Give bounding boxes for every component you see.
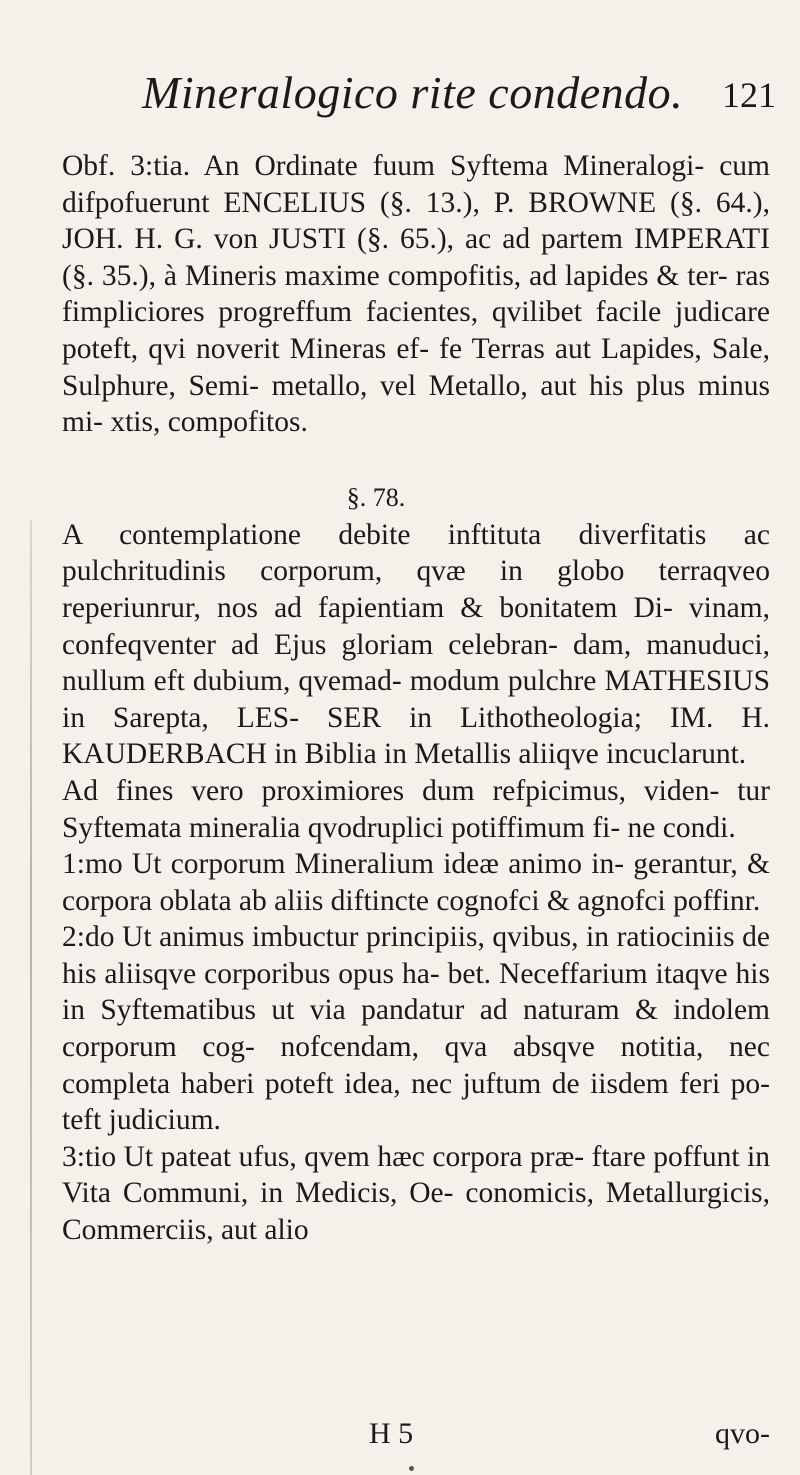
signature-mark: H 5 [369,1417,414,1450]
page-number: 121 [722,75,776,115]
paragraph-observation: Obf. 3:tia. An Ordinate fuum Syftema Mineralogi- cum difpofuerunt ENCELIUS (§. 13.), P. BROWNE (§. 64.), JOH. H. G. von JUSTI (§. 65.), ac ad partem IMPERATI (§. 35.), à Mineris maxime compofitis, ad lapides & ter- ras fimpliciores progreffum facientes, qvilibet facile judicare poteft, qvi noverit Mineras ef- fe Terras aut Lapides, Sale, Sulphure, Semi- metallo, vel Metallo, aut his plus minus mi- xtis, compofitos. [62,150,770,439]
paragraph-tertio: 3:tio Ut pateat ufus, qvem hæc corpora præ- ftare poffunt in Vita Communi, in Medicis, Oe- conomicis, Metallurgicis, Commerciis, aut alio [62,1140,770,1247]
catchword: qvo- [715,1417,770,1450]
section-heading: §. 78. [346,482,406,512]
page-gutter-shadow [30,520,32,1475]
ink-speck [409,1466,414,1471]
page-footer [62,1417,770,1457]
paragraph-primo: 1:mo Ut corporum Mineralium ideæ animo in- gerantur, & corpora oblata ab aliis diftincte cognofci & agnofci poffinr. [62,848,770,917]
paragraph-secundo: 2:do Ut animus imbuctur principiis, qvibus, in ratiociniis de his aliisqve corporibus opus ha- bet. Neceffarium itaqve his in Syftematibus ut via pandatur ad naturam & indolem corporum cog- nofcendam, qva absqve notitia, nec completa haberi poteft idea, nec juftum de iisdem feri po- teft judicium. [62,921,770,1137]
paragraph-fines: Ad fines vero proximiores dum refpicimus, viden- tur Syftemata mineralia qvodruplici potiffimum fi- ne condi. [62,774,770,844]
body-text [62,148,770,1249]
paragraph-contemplation: A contemplatione debite inftituta diverfitatis ac pulchritudinis corporum, qvæ in globo terraqveo reperiunrur, nos ad fapientiam & bonitatem Di- vinam, confeqventer ad Ejus gloriam celebran- dam, manuduci, nullum eft dubium, qvemad- modum pulchre MATHESIUS in Sarepta, LES- SER in Lithotheologia; IM. H. KAUDERBACH in Biblia in Metallis aliiqve incuclarunt. [62,518,770,771]
page-header [0,66,800,126]
running-title: Mineralogico rite condendo. [142,67,684,118]
